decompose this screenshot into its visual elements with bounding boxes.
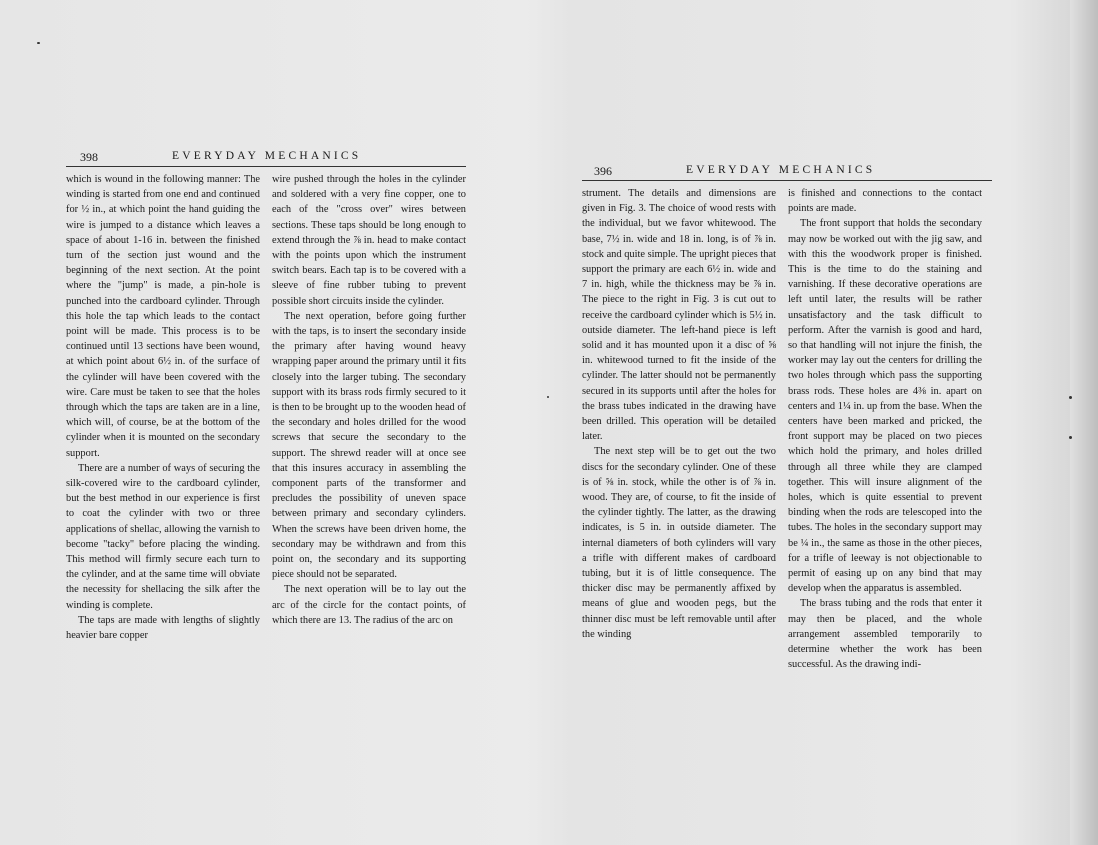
right-page-header bbox=[582, 164, 992, 181]
paragraph: The taps are made with lengths of slightly heavier bare copper bbox=[66, 614, 260, 642]
left-page-columns bbox=[66, 172, 466, 643]
left-page-header bbox=[66, 150, 466, 167]
running-title: EVERYDAY MECHANICS bbox=[686, 164, 876, 176]
page-number: 398 bbox=[80, 150, 98, 164]
paragraph: which is wound in the following manner: The winding is started from one end and continued for ½ in., at which point the hand guiding the wire is jumped to a distance which leaves a space of about 1-16 in. between the finished turn of the section just wound and the beginning of the next section. At the point where the "jump" is made, a pin-hole is punched into the cardboard cylinder. Through this hole the tap which leads to the contact point will be made. This process is to be continued until 13 sections have been wound, at which point about 6½ in. of the surface of the cylinder will have been covered with the wire. Care must be taken to see that the holes through which the taps are taken are in a line, which will, of course, be at the bottom of the cylinder when it is mounted on the secondary support. bbox=[66, 174, 260, 459]
page-number: 396 bbox=[594, 164, 612, 178]
page-edge-shadow bbox=[1070, 0, 1098, 845]
right-column-1 bbox=[582, 186, 776, 673]
paragraph: is finished and connections to the contact points are made. bbox=[788, 188, 982, 215]
paragraph: The next step will be to get out the two discs for the secondary cylinder. One of these is of ⅝ in. stock, while the other is of ⅞ in. wood. They are, of course, to fit the inside of the cylinder tightly. The latter, as the drawing indicates, is 5 in. in outside diameter. The internal diameters of both cylinders will vary a trifle with different makes of cardboard tubing, but it is of little consequence. The thicker disc may be permanently affixed by means of glue and wooden pegs, but the thinner disc must be left removable until after the winding bbox=[582, 446, 776, 640]
running-title: EVERYDAY MECHANICS bbox=[172, 150, 362, 162]
right-page bbox=[582, 164, 992, 673]
scan-speck bbox=[37, 42, 40, 44]
paragraph: There are a number of ways of securing the silk-covered wire to the cardboard cylinder, but the best method in our experience is first to coat the cylinder with two or three applications of shellac, allowing the varnish to become "tacky" before placing the winding. This method will firmly secure each turn to the cylinder, and at the same time will obviate the necessity for shellacing the silk after the winding is complete. bbox=[66, 462, 260, 611]
right-page-columns bbox=[582, 186, 992, 673]
paragraph: The brass tubing and the rods that enter it may then be placed, and the whole arrangement assembled temporarily to determine whether the work has been successful. As the drawing indi- bbox=[788, 598, 982, 671]
scan-speck bbox=[1069, 396, 1072, 399]
left-page bbox=[66, 150, 466, 643]
paragraph: strument. The details and dimensions are given in Fig. 3. The choice of wood rests with the individual, but we favor whitewood. The base, 7½ in. wide and 18 in. long, is of ⅞ in. stock and quite simple. The upright pieces that support the primary are each 6½ in. wide and 7 in. high, while the thickness may be ⅞ in. The piece to the right in Fig. 3 is cut out to receive the cardboard cylinder which is 5½ in. outside diameter. The left-hand piece is left solid and it has mounted upon it a disc of ⅝ in. whitewood turned to fit the inside of the cylinder. The latter should not be permanently secured in its supports until after the holes for the brass tubes indicated in the drawing have been drilled. This operation will be detailed later. bbox=[582, 188, 776, 443]
paragraph: wire pushed through the holes in the cylinder and soldered with a very fine copper, one to each of the "cross over" wires between sections. These taps should be long enough to extend through the ⅞ in. head to make contact with the points upon which the instrument switch bears. Each tap is to be covered with a sleeve of fine rubber tubing to prevent possible short circuits inside the cylinder. bbox=[272, 174, 466, 307]
scan-speck bbox=[1069, 436, 1072, 439]
paragraph: The front support that holds the secondary may now be worked out with the jig saw, and with this the woodwork proper is finished. This is the time to do the staining and varnishing. If these decorative operations are left until later, the results will be rather unsatisfactory and the task difficult to perform. After the varnish is good and hard, so that handling will not injure the finish, the worker may lay out the centers for drilling the two holes through which pass the supporting brass rods. These holes are 4⅜ in. apart on centers and 1¼ in. up from the base. When the centers have been marked and pricked, the front support may be placed on two pieces which hold the primary, and holes drilled through all three while they are clamped together. This will insure alignment of the holes, which is quite essential to prevent binding when the rods are telescoped into the tubes. The holes in the secondary support may be ¼ in., the same as those in the other pieces, for a trifle of leeway is not objectionable to permit of easing up on any bind that may develop when the apparatus is assembled. bbox=[788, 218, 982, 595]
paragraph: The next operation will be to lay out the arc of the circle for the contact points, of which there are 13. The radius of the arc on bbox=[272, 584, 466, 626]
paragraph: The next operation, before going further with the taps, is to insert the secondary inside the primary after having wound heavy wrapping paper around the primary until it fits closely into the larger tubing. The secondary support with its brass rods firmly secured to it is then to be brought up to the wooden head of the secondary and holes drilled for the wood screws that secure the secondary to the support. The shrewd reader will at once see that this insures accuracy in assembling the component parts of the transformer and precludes the possibility of uneven space between primary and secondary cylinders. When the screws have been driven home, the secondary may be withdrawn and from this point on, the secondary and its supporting piece should not be separated. bbox=[272, 310, 466, 581]
left-column-1 bbox=[66, 172, 260, 643]
right-column-2 bbox=[788, 186, 982, 673]
left-column-2 bbox=[272, 172, 466, 643]
scan-speck bbox=[547, 396, 549, 398]
